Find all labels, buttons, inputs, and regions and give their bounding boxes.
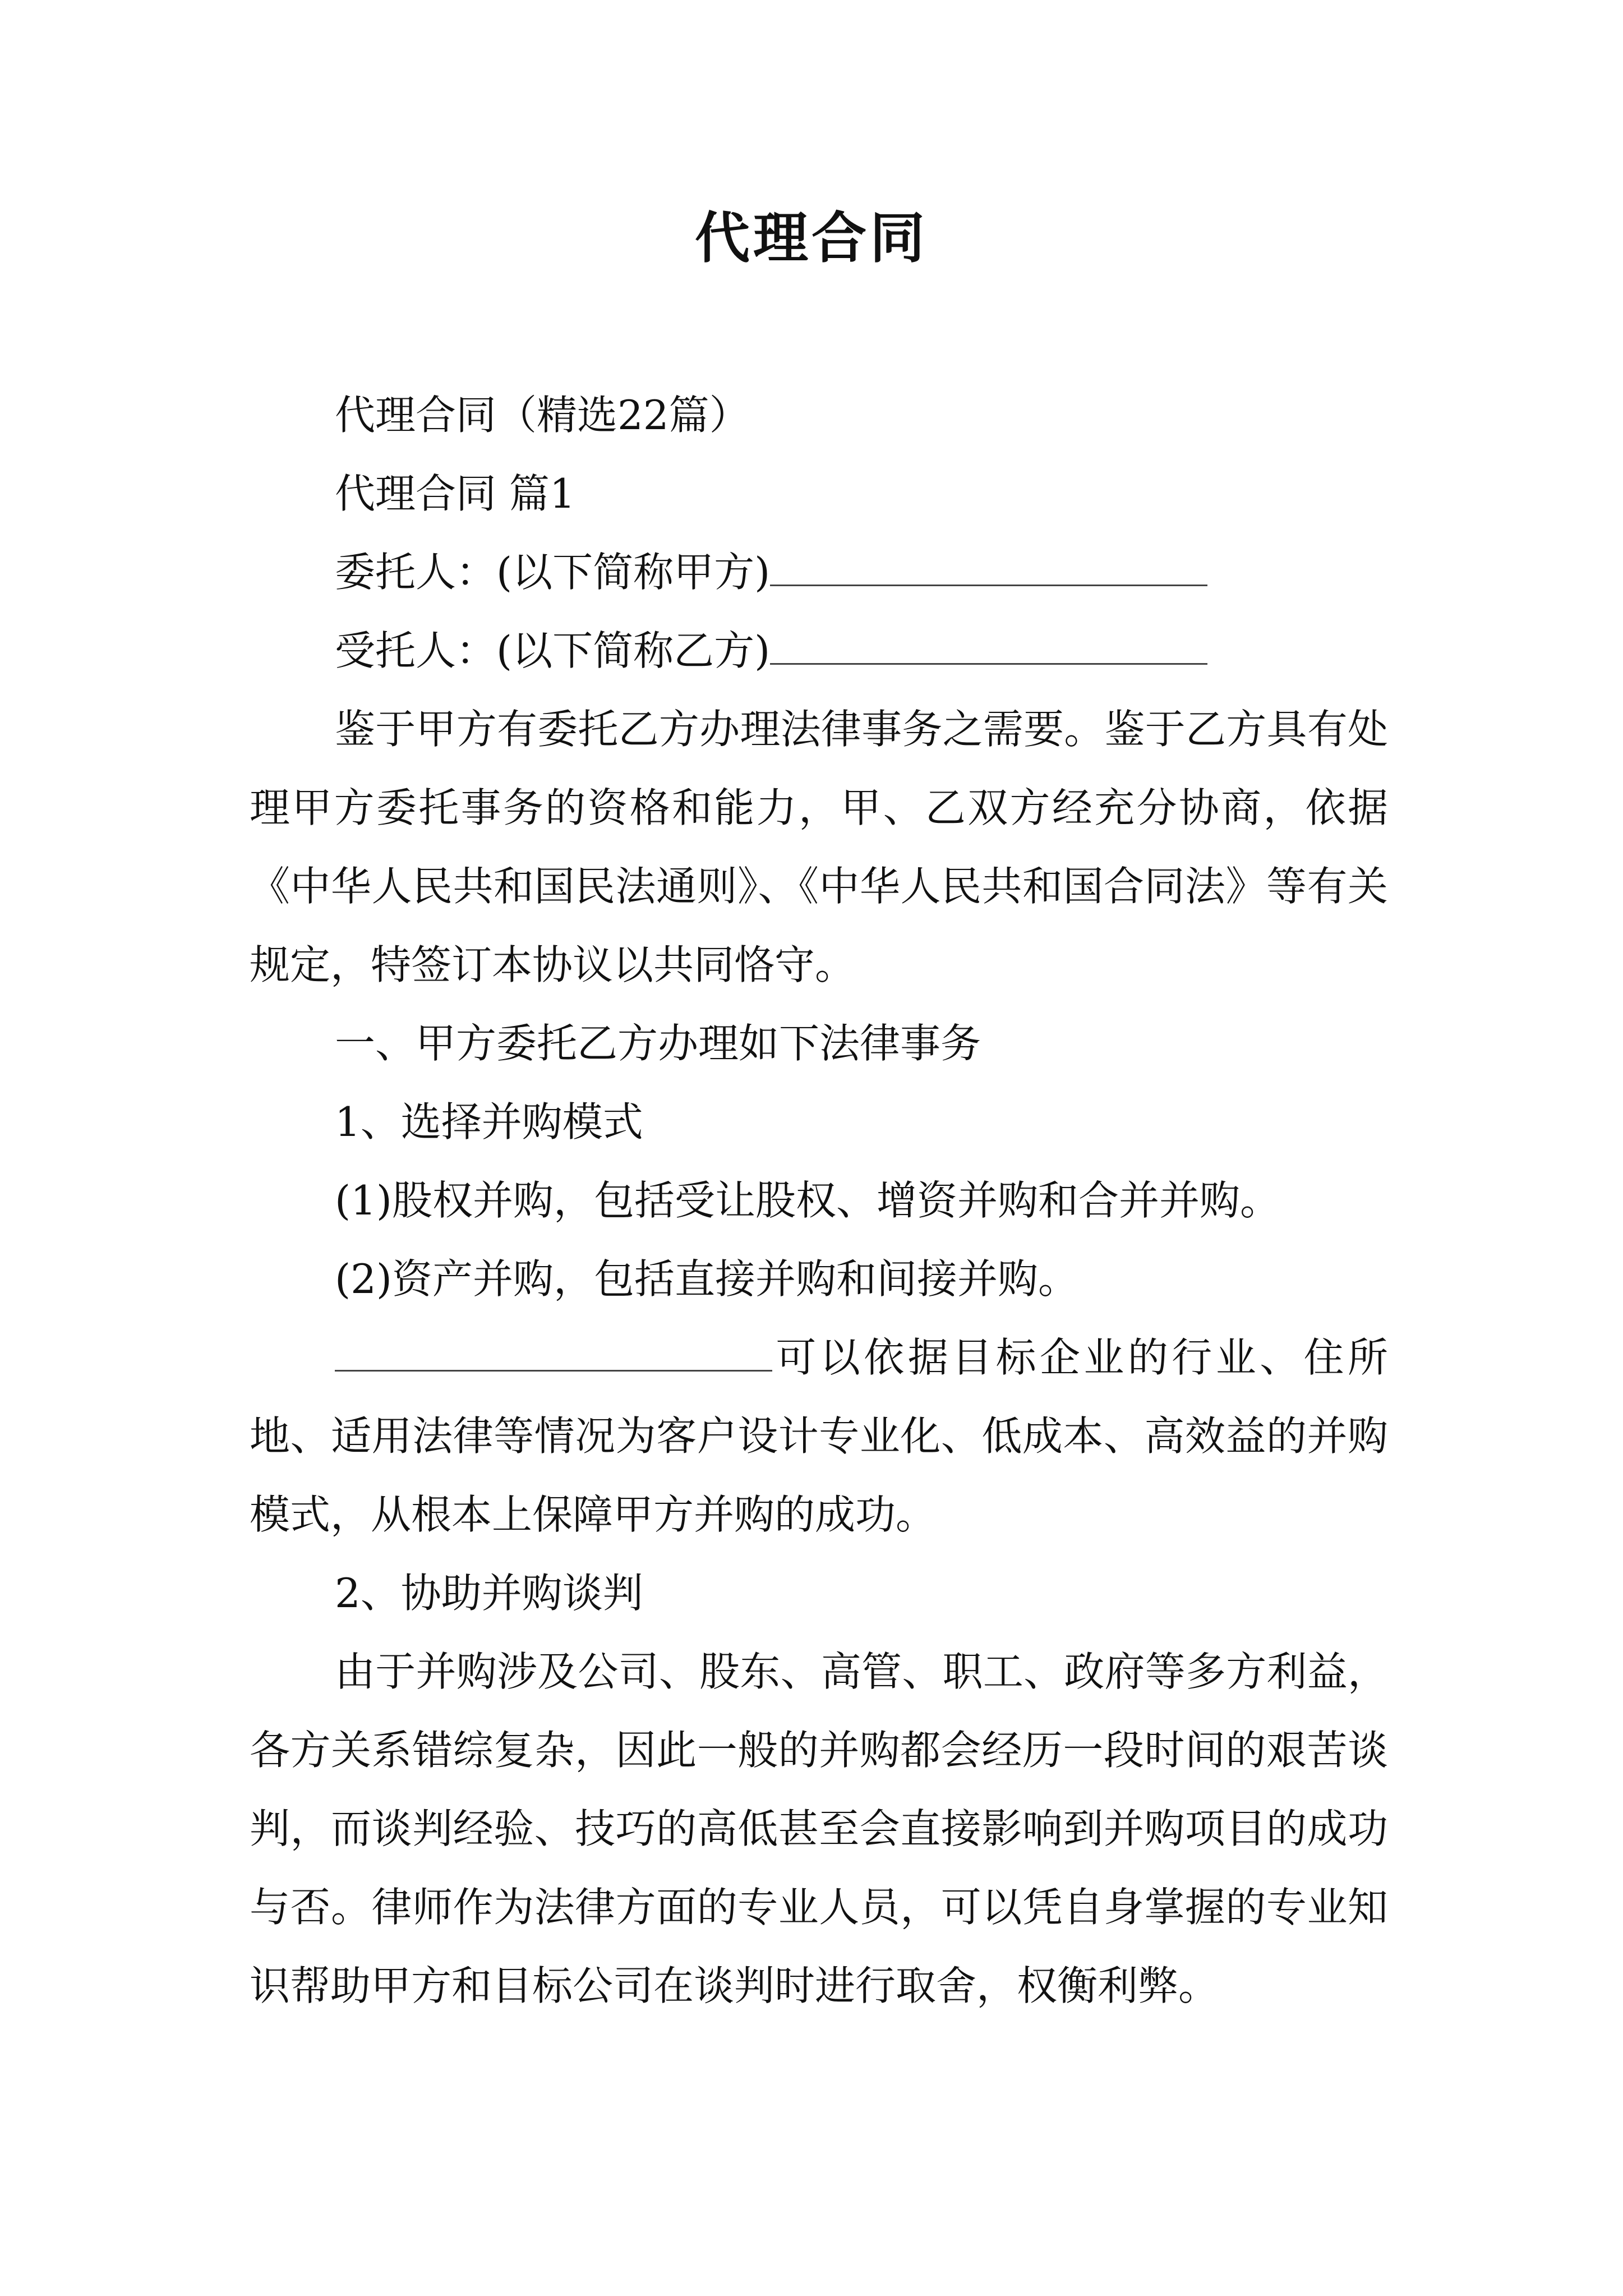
principal-blank	[770, 544, 1207, 586]
item-1-2-paragraph: (2)资产并购，包括直接并购和间接并购。	[335, 1255, 1078, 1303]
item-2-desc-paragraph: 由于并购涉及公司、股东、高管、职工、政府等多方利益，各方关系错综复杂，因此一般的并购都会经历一段时间的艰苦谈判，而谈判经验、技巧的高低甚至会直接影响到并购项目的成功与否。律师作为法律方面的专业人员，可以凭自身掌握的专业知识帮助甲方和目标公司在谈判时进行取舍，权衡利弊。	[250, 1648, 1388, 2009]
item-1-1-paragraph: (1)股权并购，包括受让股权、增资并购和合并并购。	[335, 1177, 1280, 1224]
document-body	[250, 376, 1388, 2025]
preamble-paragraph: 鉴于甲方有委托乙方办理法律事务之需要。鉴于乙方具有处理甲方委托事务的资格和能力，甲、乙双方经充分协商，依据《中华人民共和国民法通则》、《中华人民共和国合同法》等有关规定，特签订本协议以共同恪守。	[250, 706, 1388, 988]
agent-blank	[770, 623, 1207, 665]
subtitle-paragraph: 代理合同（精选22篇）	[335, 392, 750, 439]
agent-label: 受托人：(以下简称乙方)	[335, 627, 771, 674]
item-1-desc-paragraph	[250, 1318, 1388, 1554]
firm-name-blank	[335, 1329, 772, 1372]
item-1-heading: 1、选择并购模式	[335, 1098, 643, 1145]
principal-label: 委托人：(以下简称甲方)	[335, 549, 771, 596]
part-heading-paragraph: 代理合同 篇1	[335, 470, 575, 517]
item-1-desc-text: 可以依据目标企业的行业、住所地、适用法律等情况为客户设计专业化、低成本、高效益的并购模式，从根本上保障甲方并购的成功。	[250, 1334, 1388, 1538]
agent-line	[250, 611, 1388, 690]
document-title: 代理合同	[694, 206, 928, 270]
principal-line	[250, 533, 1388, 611]
item-2-heading: 2、协助并购谈判	[335, 1570, 643, 1617]
section-1-heading: 一、甲方委托乙方办理如下法律事务	[335, 1020, 981, 1067]
